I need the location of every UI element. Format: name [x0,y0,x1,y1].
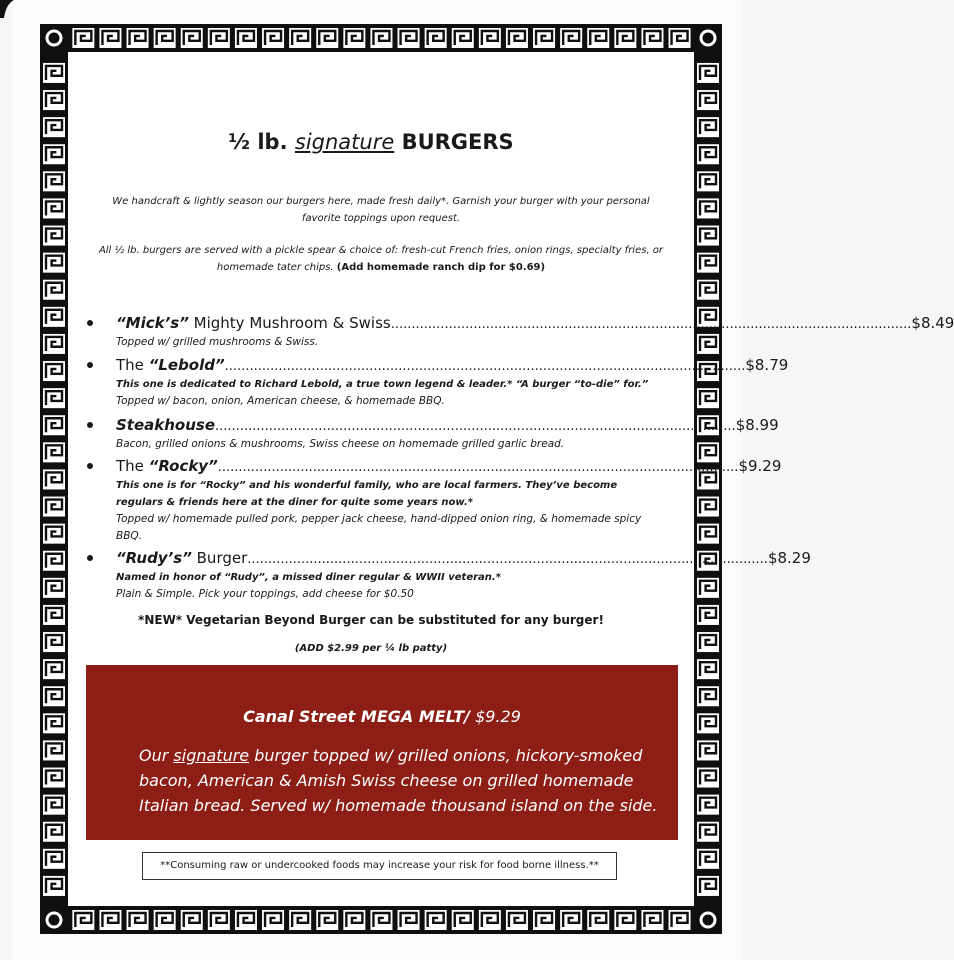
greek-key-tile [370,910,392,930]
greek-key-tile [43,171,65,191]
greek-key-tile [316,28,338,48]
greek-key-tile [154,910,176,930]
greek-key-tile [72,28,94,48]
menu-item-rudys: “Rudy’s” Burger .............................................................................................................................. $8.29 Named in honor of “Rudy”, a missed diner regular & WWII veteran.* Plain & Simple. Pick your toppings, add cheese for $0.50 [90,549,662,603]
greek-key-tile [43,198,65,218]
vegetarian-note: *NEW* Vegetarian Beyond Burger can be substituted for any burger! [138,613,604,627]
item-price: $8.79 [745,356,789,374]
greek-key-tile [43,876,65,896]
vegetarian-price: (ADD $2.99 per ¼ lb patty) [294,643,448,654]
greek-key-tile [208,910,230,930]
greek-key-tile [99,910,121,930]
greek-key-tile [533,28,555,48]
greek-key-tile [697,198,719,218]
greek-key-tile [99,28,121,48]
greek-key-tile [452,910,474,930]
menu-item-rocky: The “Rocky” .............................................................................................................................. $9.29 This one is for “Rocky” and his wonderful family, who are local farmers. They’ve become regulars & friends here at the diner for quite some years now.* Topped w/ homemade pulled pork, pepper jack cheese, hand-dipped onion ring, & homemade spicy BBQ. [90,457,662,545]
greek-key-tile [398,910,420,930]
greek-key-tile [614,910,636,930]
greek-key-tile [697,334,719,354]
greek-key-tile [181,28,203,48]
item-dedication: This one is dedicated to Richard Lebold, a true town legend & leader.* “A burger “to-die” for.” [116,379,649,390]
greek-key-tile [425,28,447,48]
item-price: $8.49 [911,314,954,332]
bullet-icon [87,463,93,469]
greek-key-tile [43,578,65,598]
dot-leader: .............................................................................................................................. [390,317,912,332]
greek-key-tile [43,226,65,246]
dot-leader: .............................................................................................................................. [224,359,746,374]
greek-key-tile [697,740,719,760]
bullet-icon [87,362,93,368]
greek-key-tile [127,28,149,48]
item-dedication: Named in honor of “Rudy”, a missed diner regular & WWII veteran.* [116,572,501,583]
item-description: Topped w/ grilled mushrooms & Swiss. [116,336,319,348]
greek-key-tile [43,497,65,517]
greek-key-tile [398,28,420,48]
greek-key-tile [235,910,257,930]
greek-key-tile [181,910,203,930]
greek-key-tile [533,910,555,930]
item-price: $8.29 [767,549,811,567]
intro-text: We handcraft & lightly season our burgers here, made fresh daily*. Garnish your burger with your personal favorite toppings upon request. [112,196,650,224]
greek-key-tile [208,28,230,48]
greek-key-tile [697,63,719,83]
item-description: Topped w/ homemade pulled pork, pepper jack cheese, hand-dipped onion ring, & homemade spicy BBQ. [116,513,642,542]
greek-key-tile [43,822,65,842]
greek-key-tile [587,28,609,48]
greek-key-tile [697,253,719,273]
item-description: Bacon, grilled onions & mushrooms, Swiss cheese on homemade grilled garlic bread. [116,438,565,450]
menu-item-micks: “Mick’s” Mighty Mushroom & Swiss .............................................................................................................................. $8.49 Topped w/ grilled mushrooms & Swiss. [90,314,662,351]
greek-key-tile [587,910,609,930]
greek-key-tile [43,849,65,869]
page-curl [0,0,18,18]
greek-key-tile [697,659,719,679]
greek-key-tile [43,442,65,462]
greek-key-tile [43,768,65,788]
item-description: Plain & Simple. Pick your toppings, add cheese for $0.50 [116,588,414,600]
greek-key-tile [506,910,528,930]
greek-key-tile [697,171,719,191]
greek-key-tile [506,28,528,48]
greek-key-tile [235,28,257,48]
item-description: Topped w/ bacon, onion, American cheese, & homemade BBQ. [116,395,445,407]
greek-key-tile [127,910,149,930]
greek-key-tile [697,524,719,544]
greek-key-tile [43,90,65,110]
bullet-icon [87,422,93,428]
greek-key-tile [72,910,94,930]
greek-key-tile [289,28,311,48]
greek-key-tile [669,28,691,48]
greek-key-tile [43,253,65,273]
greek-key-tile [316,910,338,930]
greek-key-tile [43,713,65,733]
greek-key-tile [425,910,447,930]
greek-key-tile [262,28,284,48]
greek-key-tile [697,388,719,408]
greek-key-tile [43,551,65,571]
greek-key-tile [154,28,176,48]
bullet-icon [87,555,93,561]
greek-key-tile [43,659,65,679]
intro-sides: All ½ lb. burgers are served with a pickle spear & choice of: fresh-cut French fries, onion rings, specialty fries, or homemade tater chips. (Add homemade ranch dip for $0.69) [98,245,664,273]
greek-key-tile [43,307,65,327]
dot-leader: .............................................................................................................................. [247,552,768,567]
dot-leader: .............................................................................................................................. [217,460,739,475]
greek-key-tile [479,910,501,930]
item-dedication: This one is for “Rocky” and his wonderful family, who are local farmers. They’ve become regulars & friends here at the diner for quite some years now.* [116,480,618,508]
greek-key-tile [262,910,284,930]
dot-leader: .............................................................................................................................. [215,419,736,434]
greek-key-tile [697,90,719,110]
bullet-icon [87,320,93,326]
greek-key-tile [479,28,501,48]
page-title: ½ lb. signature BURGERS [228,130,514,154]
greek-key-tile [43,280,65,300]
greek-key-tile [697,578,719,598]
greek-key-tile [343,910,365,930]
greek-key-tile [43,795,65,815]
greek-key-tile [641,28,663,48]
greek-key-tile [43,740,65,760]
greek-key-tile [370,28,392,48]
greek-key-tile [697,686,719,706]
greek-key-tile [614,28,636,48]
greek-key-tile [43,388,65,408]
mega-melt-price: $9.29 [469,707,521,726]
greek-key-tile [43,361,65,381]
mega-melt-title: Canal Street MEGA MELT/ $9.29 [243,707,521,726]
greek-key-tile [697,713,719,733]
greek-key-tile [697,226,719,246]
greek-key-tile [641,910,663,930]
mega-melt-description: Our signature burger topped w/ grilled onions, hickory-smoked bacon, American & Amish Swiss cheese on grilled homemade Italian bread. Served w/ homemade thousand island on the side. [139,746,658,815]
greek-key-tile [697,768,719,788]
greek-key-tile [697,280,719,300]
greek-key-tile [43,415,65,435]
greek-key-tile [43,469,65,489]
greek-key-tile [669,910,691,930]
mega-melt-feature [86,665,678,840]
menu-item-lebold: The “Lebold” .............................................................................................................................. $8.79 This one is dedicated to Richard Lebold, a true town legend & leader.* “A burger “to-die” for.” Topped w/ bacon, onion, American cheese, & homemade BBQ. [90,356,662,410]
greek-key-tile [43,334,65,354]
item-price: $8.99 [735,416,779,434]
greek-key-tile [560,28,582,48]
greek-key-tile [43,686,65,706]
greek-key-tile [560,910,582,930]
greek-key-tile [343,28,365,48]
greek-key-tile [697,795,719,815]
item-price: $9.29 [738,457,782,475]
greek-key-tile [43,63,65,83]
greek-key-tile [697,822,719,842]
menu-item-steakhouse: Steakhouse .............................................................................................................................. $8.99 Bacon, grilled onions & mushrooms, Swiss cheese on homemade grilled garlic bread. [90,416,662,453]
greek-key-tile [697,876,719,896]
greek-key-tile [697,849,719,869]
greek-key-tile [452,28,474,48]
greek-key-tile [289,910,311,930]
greek-key-tile [43,524,65,544]
greek-key-tile [697,497,719,517]
food-safety-warning: **Consuming raw or undercooked foods may increase your risk for food borne illness.** [142,852,617,880]
